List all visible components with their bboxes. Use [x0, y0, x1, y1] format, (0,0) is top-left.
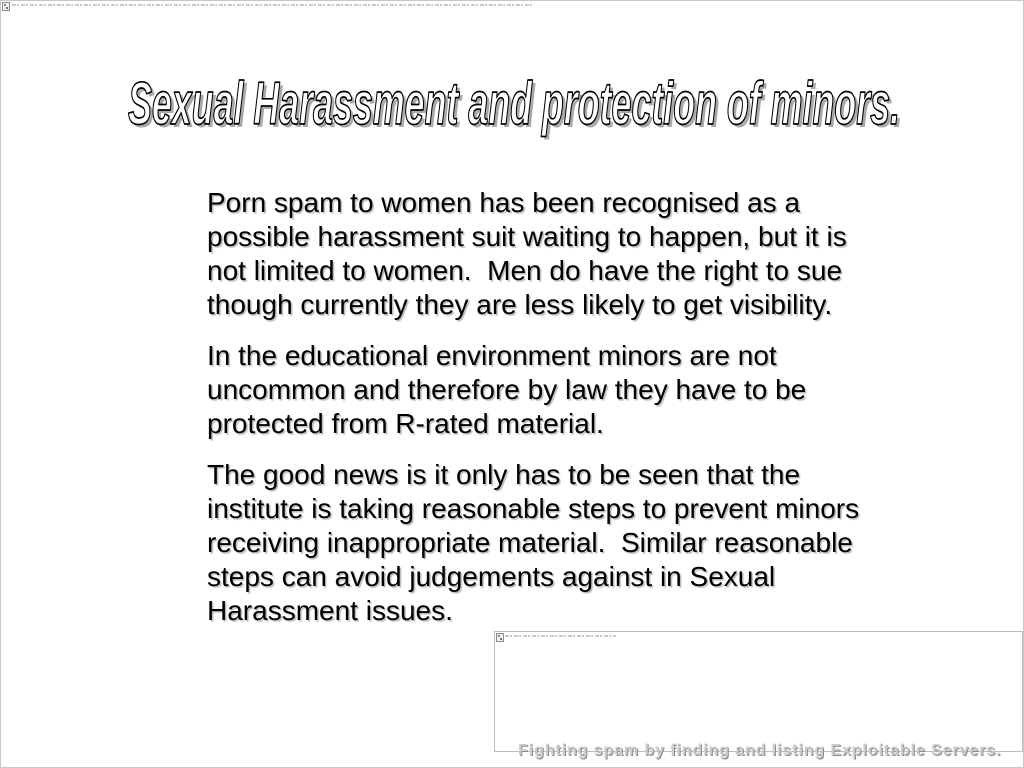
body-text-line: institute is taking reasonable steps to prevent minors [207, 493, 860, 524]
body-text-line: uncommon and therefore by law they have to be [207, 374, 807, 405]
body-text-line: though currently they are less likely to get visibility. [207, 289, 833, 320]
body-text-line: The good news is it only has to be seen that the [207, 459, 801, 490]
body-paragraph [207, 339, 987, 441]
slide-body [207, 186, 987, 645]
body-text-line: steps can avoid judgements against in Sexual [207, 561, 776, 592]
body-text-line: Porn spam to women has been recognised as a [207, 187, 801, 218]
image-placeholder-caption-bar [505, 635, 616, 637]
slide-title-shadow: Sexual Harassment and protection of minors. [131, 73, 903, 140]
body-text-line: In the educational environment minors are not [207, 340, 777, 371]
body-text-line: Harassment issues. [207, 595, 453, 626]
slide-title-art [1, 41, 1023, 161]
body-text-line: not limited to women. Men do have the right to sue [207, 255, 843, 286]
slide-footer: Fighting spam by finding and listing Exploitable Servers. [518, 742, 1002, 759]
body-paragraph [207, 458, 987, 628]
image-placeholder-caption-bar [12, 4, 532, 6]
body-text-line: protected from R-rated material. [207, 408, 604, 439]
body-text-line: possible harassment suit waiting to happen, but it is [207, 221, 847, 252]
broken-image-icon [496, 633, 504, 642]
body-paragraph [207, 186, 987, 322]
slide-title: Sexual Harassment and protection of minors. [128, 70, 900, 137]
image-placeholder-box [494, 631, 1023, 752]
body-text-line: receiving inappropriate material. Similar reasonable [207, 527, 853, 558]
broken-image-icon [2, 2, 10, 11]
